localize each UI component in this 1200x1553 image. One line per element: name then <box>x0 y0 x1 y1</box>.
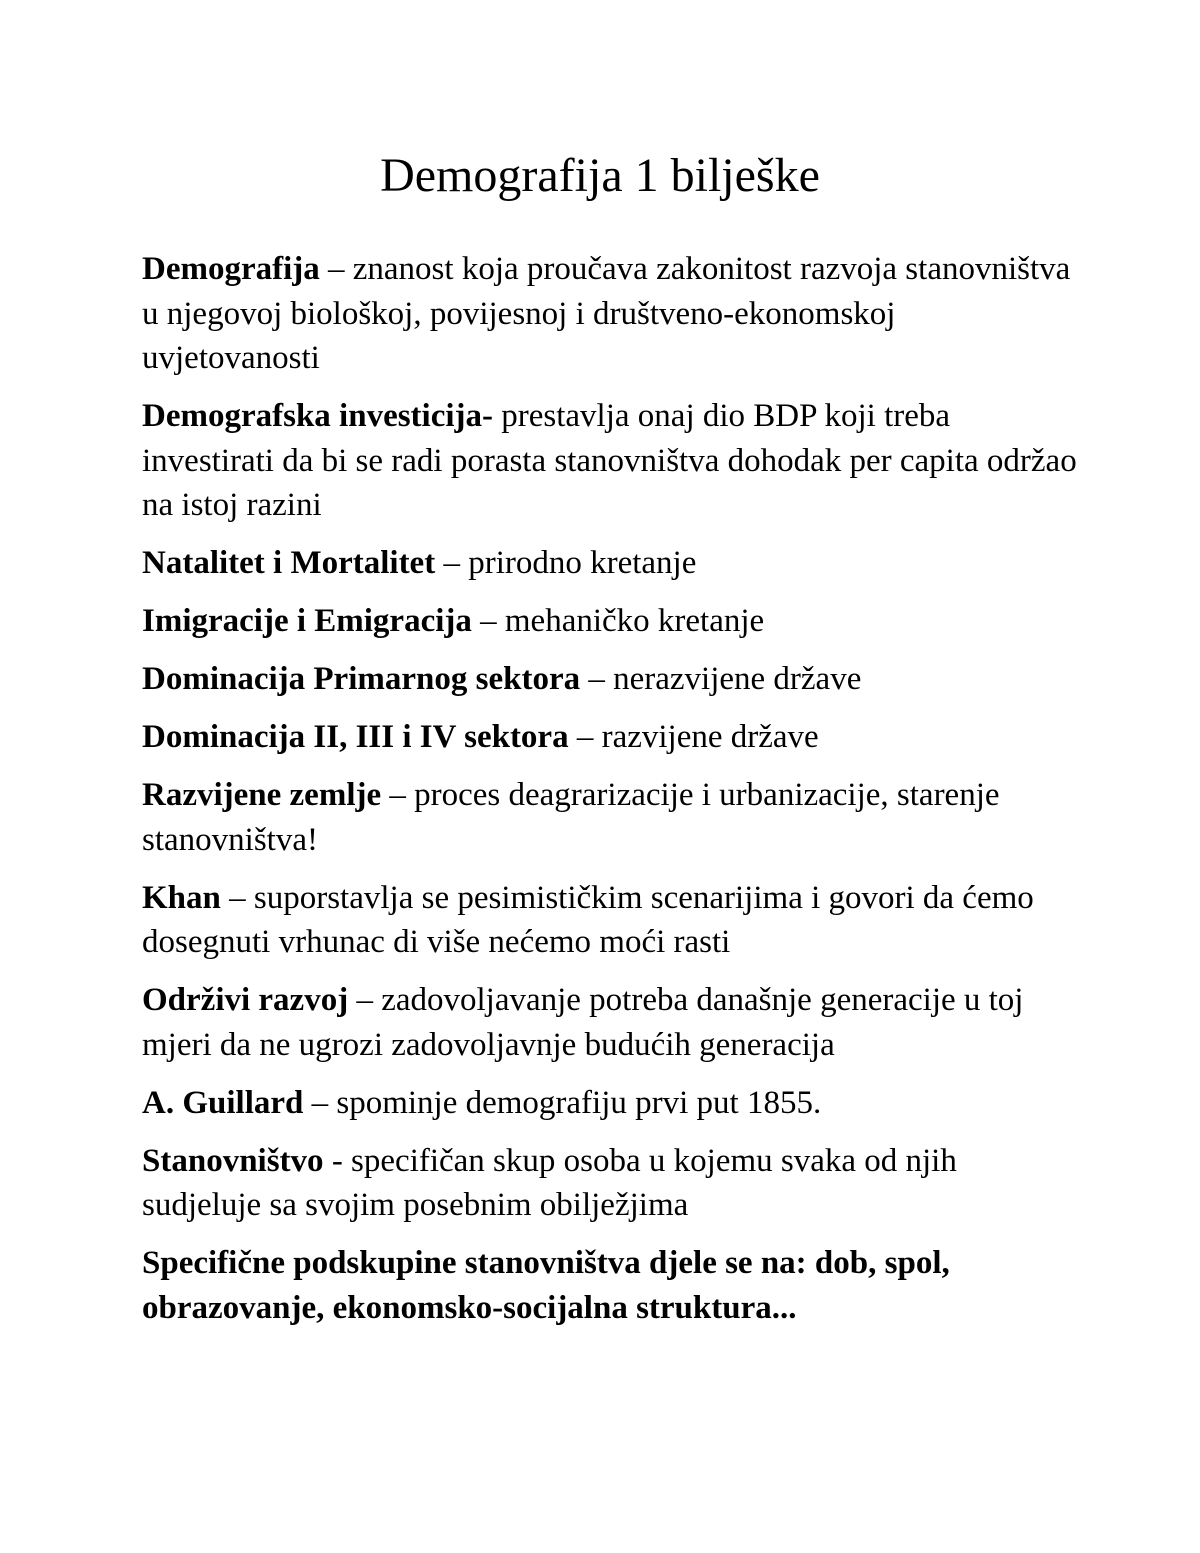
final-statement: Specifične podskupine stanovništva djele se na: dob, spol, obrazovanje, ekonomsko-socijalna struktura... <box>142 1245 950 1326</box>
definition-imigracije-emigracija <box>142 599 1077 644</box>
definition-demografija <box>142 247 1077 381</box>
definition-text: – proces deagrarizacije i urbanizacije, starenje stanovništva! <box>142 777 1000 858</box>
definition-term: Demografija <box>142 251 320 287</box>
definition-term: Demografska investicija- <box>142 398 494 434</box>
definition-text: – znanost koja proučava zakonitost razvoja stanovništva u njegovoj biološkoj, povijesnoj i društveno-ekonomskoj uvjetovanosti <box>142 251 1071 376</box>
definitions-list <box>142 247 1077 1344</box>
definition-term: Khan <box>142 879 221 916</box>
definition-term: A. Guillard <box>142 1084 304 1121</box>
definition-guillard <box>142 1081 1077 1126</box>
definition-text: – suporstavlja se pesimističkim scenarijima i govori da ćemo dosegnuti vrhunac di više nećemo moći rasti <box>142 879 1034 960</box>
definition-stanovnistvo <box>142 1139 1077 1228</box>
definition-odrzivi-razvoj <box>142 978 1077 1067</box>
definition-text: prestavlja onaj dio BDP koji treba investirati da bi se radi porasta stanovništva dohodak per capita održao na istoj razini <box>142 398 1077 523</box>
definition-text: – zadovoljavanje potreba današnje generacije u toj mjeri da ne ugrozi zadovoljavnje budućih generacija <box>142 982 1024 1063</box>
definition-text: – nerazvijene države <box>580 661 862 697</box>
definition-ostali-sektori <box>142 715 1077 760</box>
definition-demografska-investicija <box>142 394 1077 528</box>
definition-natalitet-mortalitet <box>142 541 1077 586</box>
definition-term: Natalitet i Mortalitet <box>142 545 436 581</box>
definition-term: Održivi razvoj <box>142 982 349 1018</box>
definition-term: Stanovništvo <box>142 1142 324 1179</box>
definition-text: – mehaničko kretanje <box>471 603 765 639</box>
definition-term: Imigracije i Emigracija <box>142 603 472 639</box>
definition-term: Dominacija II, III i IV sektora <box>142 719 569 755</box>
definition-razvijene-zemlje <box>142 773 1077 862</box>
definition-term: Razvijene zemlje <box>142 777 382 813</box>
definition-term: Dominacija Primarnog sektora <box>142 661 581 697</box>
definition-text: – razvijene države <box>568 719 819 755</box>
definition-text: - specifičan skup osoba u kojemu svaka od njih sudjeluje sa svojim posebnim obilježjima <box>142 1142 957 1223</box>
definition-khan <box>142 876 1077 965</box>
page-title: Demografija 1 bilješke <box>380 149 820 202</box>
definition-primarni-sektor <box>142 657 1077 702</box>
definition-text: – prirodno kretanje <box>435 545 697 581</box>
definition-text: – spominje demografiju prvi put 1855. <box>303 1084 822 1121</box>
